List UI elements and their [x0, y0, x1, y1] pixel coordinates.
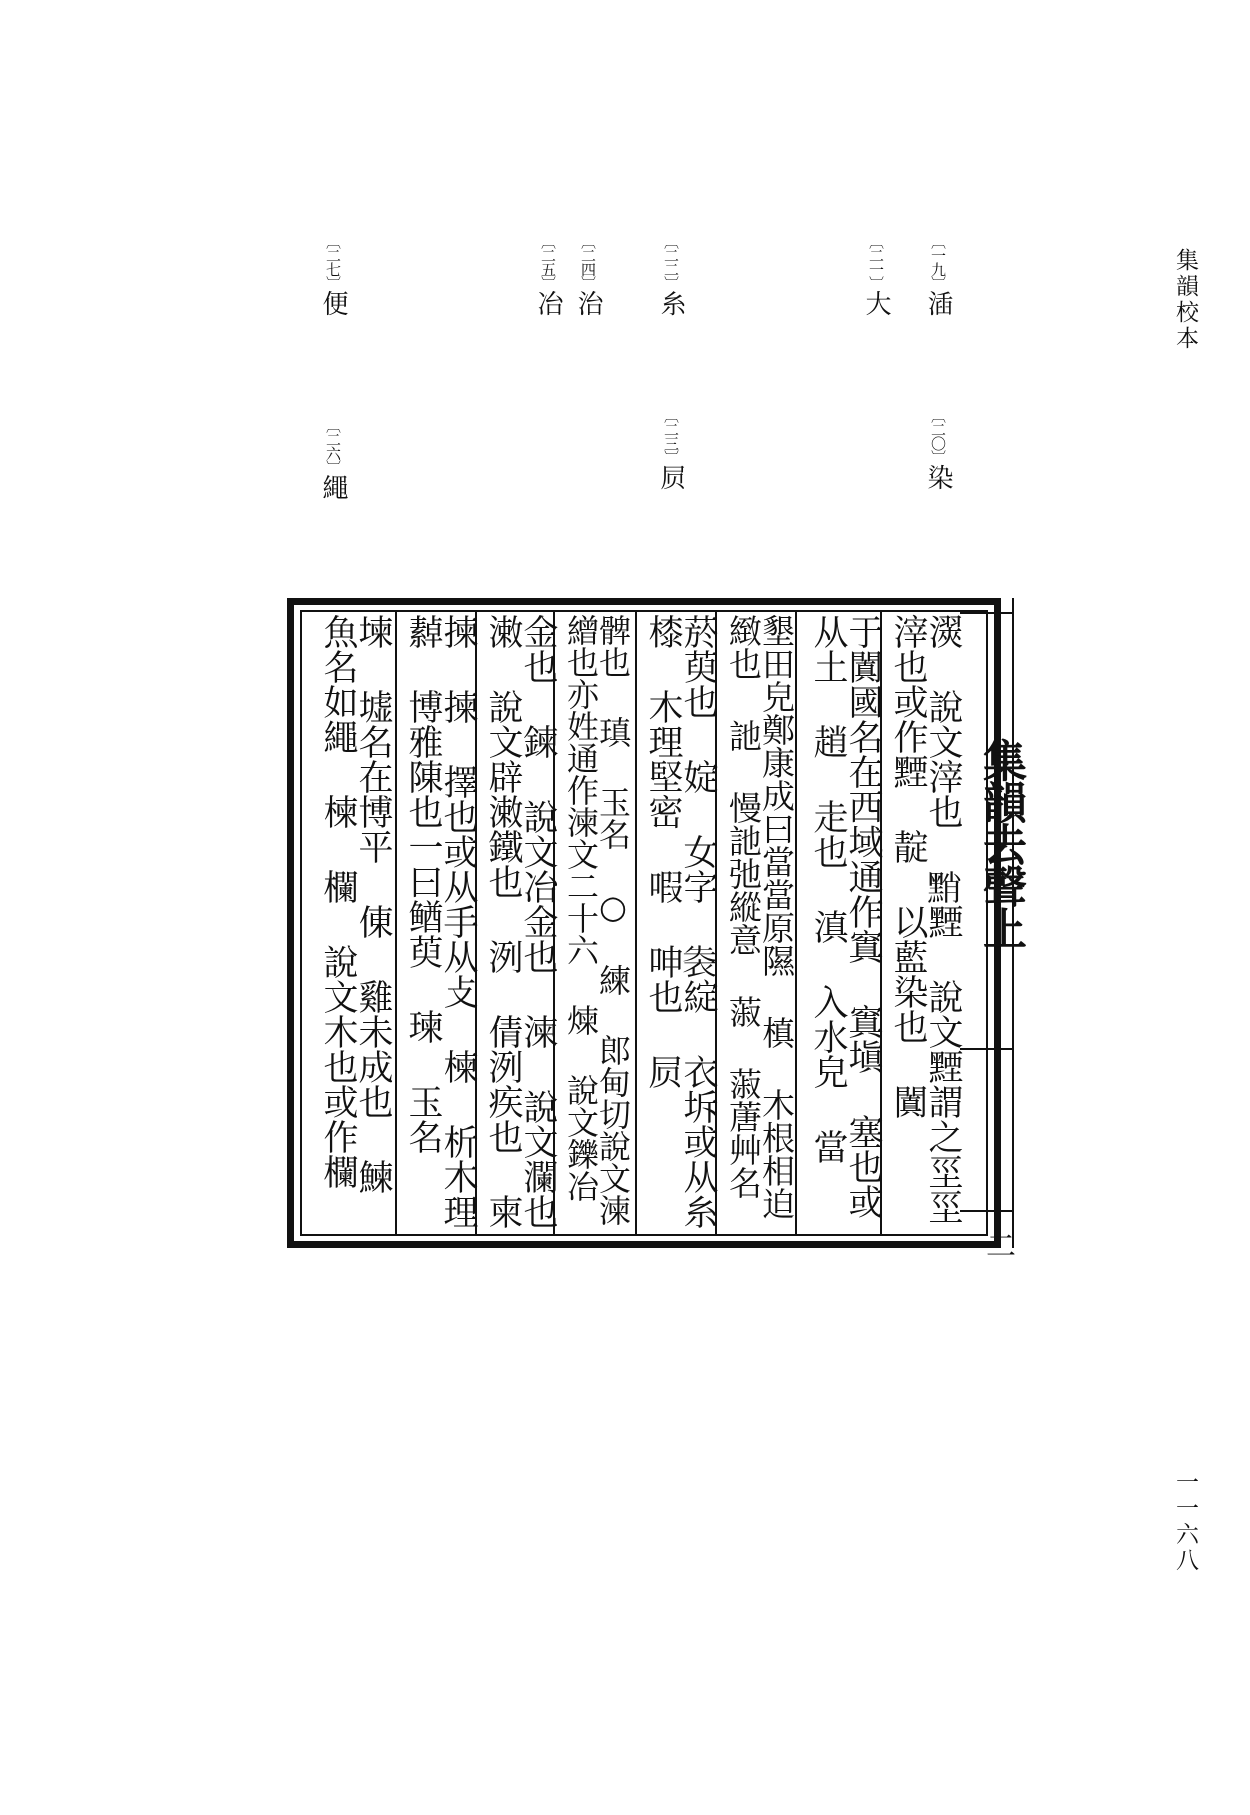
edge-title: 集韻去聲上	[975, 738, 1026, 948]
note-26: 〔二六〕繩	[318, 418, 348, 500]
text-column-1: 㵤 說文滓也 𪑊黫 說文黫謂之坙坙滓也或作黫 靛 以藍染也 闐	[888, 614, 963, 1224]
text-column-7: 揀 揀 擇也或从手从攴 楝 析木理 繛 博雅陳也一曰䲡萸 瑓 玉名	[403, 614, 478, 1229]
edge-rule	[960, 1048, 1012, 1050]
edge-rule	[960, 612, 1012, 614]
edge-rule	[960, 1210, 1012, 1212]
text-column-8: 堜 墟名在博平 倲 雞未成也 鰊 魚名如繩 楝 欄 說文木也或作欄	[318, 614, 393, 1194]
text-column-6: 金也 鍊 說文冶金也 湅 說文瀾也 潄 說文辟潄鐵也 洌 倩洌疾也 柬	[483, 614, 558, 1229]
text-column-4: 菸萸也 婝 女字 𧙍綻 衣坼或从糸 㯃 木理堅密 㗇 呻也 屃	[643, 614, 718, 1229]
column-rule	[635, 612, 637, 1234]
note-24: 〔二四〕治	[573, 234, 603, 316]
column-rule	[395, 612, 397, 1234]
edge-leaf-number: 二	[980, 1230, 1015, 1260]
note-25: 〔二五〕冶	[533, 234, 563, 316]
note-23: 〔二三〕屃	[656, 408, 686, 490]
note-22: 〔二二〕糸	[656, 234, 686, 316]
note-21: 〔二一〕大	[861, 234, 891, 316]
text-column-3: 墾田皃鄭康成曰當當原隰 槙 木根相迫緻也 訑 慢訑弛縱意 蔋 蔋蓎艸名	[724, 614, 796, 1220]
page-number: 一一六八	[1172, 1470, 1198, 1574]
running-head: 集韻校本	[1172, 248, 1198, 352]
text-column-5: 髀也 瑱 玉名 ○ 練 郎甸切說文湅繒也亦姓通作湅文二十六 煉 說文鑠冶	[562, 614, 632, 1226]
note-19: 〔一九〕㴙	[923, 234, 953, 316]
text-column-2: 于闐國名在西域通作窴 窴塡 塞也或从土 趙 走也 滇 入水皃 當	[808, 614, 883, 1219]
note-27: 〔二七〕便	[318, 234, 348, 316]
note-20: 〔二〇〕染	[923, 408, 953, 490]
